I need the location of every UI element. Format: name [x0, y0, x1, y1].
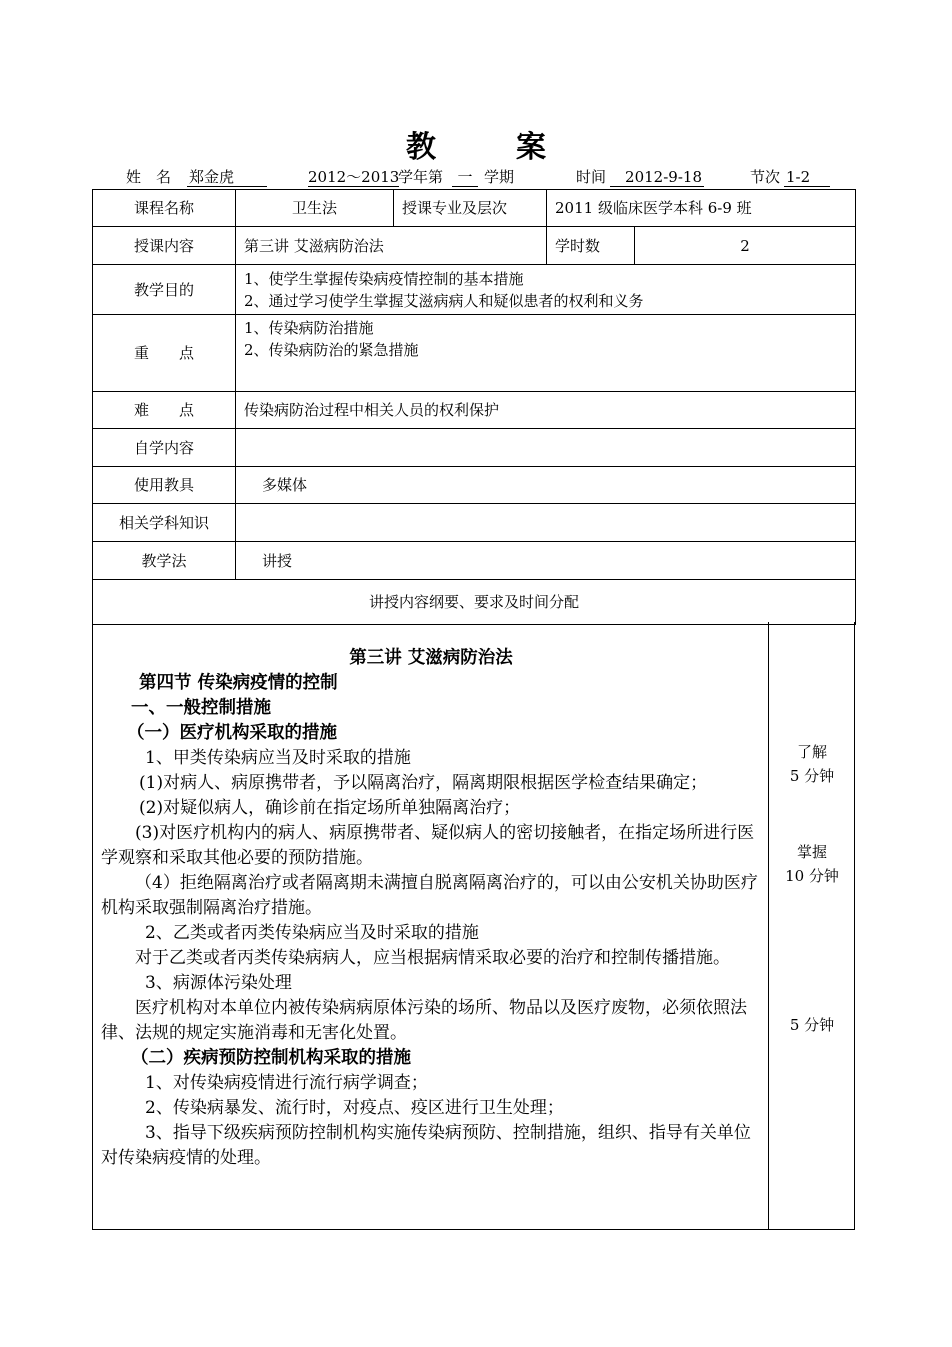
- row-related: [93, 504, 856, 542]
- time-value: 2012-9-18: [610, 169, 704, 187]
- title-char-2: 案: [516, 130, 546, 165]
- tools-label: 使用教具: [93, 467, 236, 504]
- method-label: 教学法: [93, 542, 236, 580]
- course-label: 课程名称: [93, 190, 236, 227]
- document-title: [0, 122, 952, 166]
- sub2-title: （二）疾病预防控制机构采取的措施: [131, 1048, 411, 1068]
- sub1-title: （一）医疗机构采取的措施: [127, 723, 337, 743]
- time-note-1-line-1: 了解: [796, 743, 827, 761]
- self-study-label: 自学内容: [93, 429, 236, 467]
- item2-p1: 对于乙类或者丙类传染病病人，应当根据病情采取必要的治疗和控制传播措施。: [135, 948, 730, 968]
- self-study-value: [236, 429, 856, 467]
- goal-label: 教学目的: [93, 265, 236, 315]
- lesson-plan-table: [92, 189, 856, 625]
- row-content: [93, 227, 856, 265]
- name-label: 姓 名: [126, 168, 172, 186]
- time-note-2: [769, 840, 855, 888]
- row-key: [93, 315, 856, 392]
- row-tools: [93, 467, 856, 504]
- time-note-3-line-1: 5 分钟: [789, 1016, 835, 1034]
- sub2-p3: 3、指导下级疾病预防控制机构实施传染病预防、控制措施，组织、指导有关单位对传染病疫情的处理。: [101, 1123, 751, 1168]
- lecture-title: 第三讲 艾滋病防治法: [349, 648, 513, 668]
- key-line-1: 1、传染病防治措施: [244, 319, 374, 337]
- term-value: 一: [452, 169, 478, 187]
- item1-p4: （4）拒绝隔离治疗或者隔离期未满擅自脱离隔离治疗的，可以由公安机关协助医疗机构采取强制隔离治疗措施。: [101, 873, 758, 918]
- hours-value: 2: [635, 227, 856, 265]
- year-value: 2012～2013: [308, 168, 400, 186]
- header-info-line: [0, 167, 952, 189]
- period-value: 1-2: [784, 169, 830, 187]
- row-goal: [93, 265, 856, 315]
- row-course: [93, 190, 856, 227]
- tools-value: 多媒体: [236, 467, 856, 504]
- row-difficult: [93, 392, 856, 429]
- period-label: 节次: [750, 168, 781, 186]
- title-char-1: 教: [406, 130, 436, 165]
- key-line-2: 2、传染病防治的紧急措施: [244, 341, 419, 359]
- time-note-2-line-2: 10 分钟: [785, 867, 839, 885]
- term-suffix: 学期: [484, 168, 515, 186]
- major-value: 2011 级临床医学本科 6-9 班: [547, 190, 856, 227]
- goal-line-2: 2、通过学习使学生掌握艾滋病病人和疑似患者的权利和义务: [244, 291, 644, 310]
- item3-title: 3、病源体污染处理: [145, 973, 292, 993]
- lecture-content-area: [92, 622, 855, 1230]
- section-title: 第四节 传染病疫情的控制: [139, 673, 338, 693]
- part1-title: 一、一般控制措施: [131, 698, 271, 718]
- item1-title: 1、甲类传染病应当及时采取的措施: [145, 748, 411, 768]
- method-value: 讲授: [236, 542, 856, 580]
- time-label: 时间: [576, 168, 607, 186]
- major-label: 授课专业及层次: [394, 190, 547, 227]
- lecture-body: [101, 646, 761, 1171]
- row-method: [93, 542, 856, 580]
- item3-p1: 医疗机构对本单位内被传染病病原体污染的场所、物品以及医疗废物，必须依照法律、法规的规定实施消毒和无害化处置。: [101, 998, 747, 1043]
- difficult-value: 传染病防治过程中相关人员的权利保护: [236, 392, 856, 429]
- time-note-1-line-2: 5 分钟: [789, 767, 835, 785]
- sub2-p2: 2、传染病暴发、流行时，对疫点、疫区进行卫生处理；: [145, 1098, 564, 1118]
- content-value: 第三讲 艾滋病防治法: [236, 227, 547, 265]
- related-label: 相关学科知识: [93, 504, 236, 542]
- key-cell: [236, 315, 856, 392]
- year-suffix: 学年第: [398, 168, 444, 186]
- course-value: 卫生法: [236, 190, 394, 227]
- item1-p1: (1)对病人、病原携带者，予以隔离治疗，隔离期限根据医学检查结果确定；: [139, 773, 708, 793]
- sub2-p1: 1、对传染病疫情进行流行病学调查；: [145, 1073, 428, 1093]
- difficult-label: 难 点: [93, 392, 236, 429]
- time-note-2-line-1: 掌握: [796, 843, 827, 861]
- related-value: [236, 504, 856, 542]
- goal-line-1: 1、使学生掌握传染病疫情控制的基本措施: [244, 269, 524, 288]
- outline-header: 讲授内容纲要、要求及时间分配: [93, 580, 856, 625]
- name-value: 郑金虎: [187, 169, 267, 187]
- item1-p2: (2)对疑似病人，确诊前在指定场所单独隔离治疗；: [139, 798, 521, 818]
- row-outline-header: [93, 580, 856, 625]
- goal-cell: [236, 265, 856, 315]
- row-self-study: [93, 429, 856, 467]
- hours-label: 学时数: [547, 227, 635, 265]
- time-note-1: [769, 740, 855, 788]
- time-note-3: [769, 1013, 855, 1037]
- item2-title: 2、乙类或者丙类传染病应当及时采取的措施: [145, 923, 479, 943]
- column-divider: [768, 622, 769, 1229]
- key-label: 重 点: [93, 315, 236, 392]
- item1-p3: (3)对医疗机构内的病人、病原携带者、疑似病人的密切接触者，在指定场所进行医学观察和采取其他必要的预防措施。: [101, 823, 755, 868]
- content-label: 授课内容: [93, 227, 236, 265]
